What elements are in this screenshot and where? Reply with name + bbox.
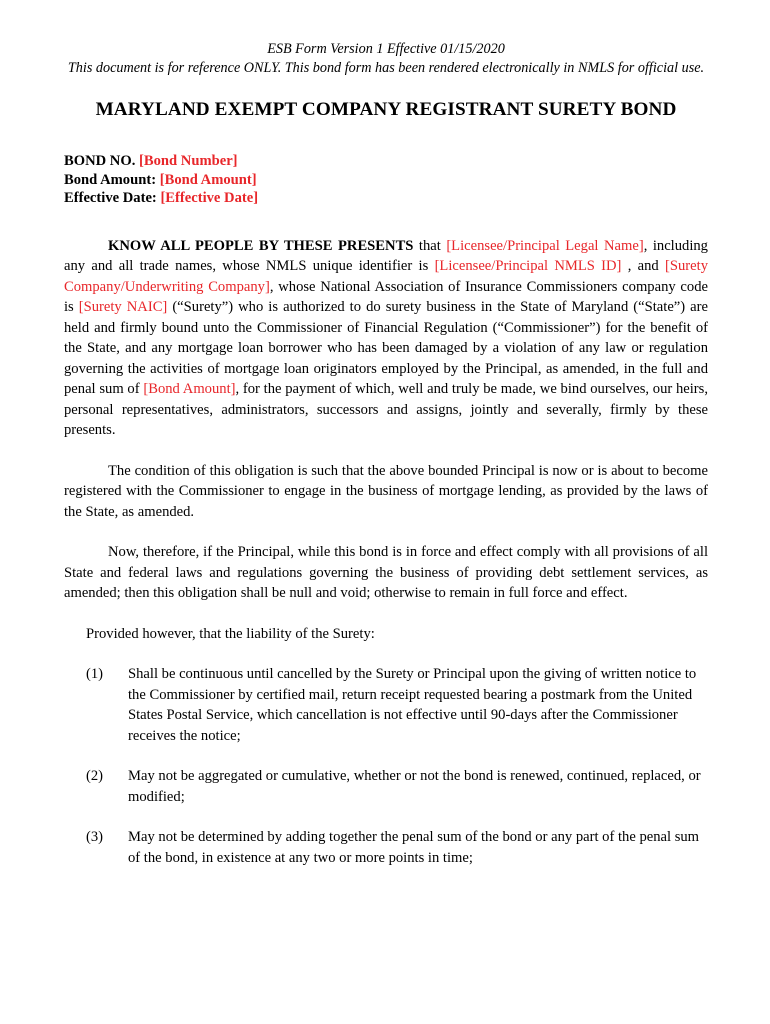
paragraph-text: (“Surety”) who is authorized to do surety business in the State of Maryland (“State”) are held and firmly bound unto the Commissioner of Financial Regulation (“Commissioner”) for the benefit of the State, and any mortgage loan borrower who has been damaged by a violation of any law or regulation governing the activities of mortgage loan originators employed by the Principal, as amended, in the full and penal sum of: [64, 299, 708, 397]
paragraph-text: , and: [621, 258, 666, 274]
now-therefore-paragraph: Now, therefore, if the Principal, while this bond is in force and effect comply with all provisions of all State and federal laws and regulations governing the business of providing debt settlement services, as amended; then this obligation shall be null and void; otherwise to remain in full force and effect.: [64, 544, 708, 601]
paragraph-text: , for the payment of which, well and truly be made, we bind ourselves, our heirs, personal representatives, administrators, successors and assigns, jointly and severally, firmly by these presents.: [64, 381, 708, 438]
bond-amount-field[interactable]: [Bond Amount]: [159, 171, 257, 188]
list-item-number: (1): [86, 666, 104, 682]
form-version-line: ESB Form Version 1 Effective 01/15/2020: [267, 41, 505, 57]
list-item-number: (3): [86, 829, 104, 845]
penal-sum-field[interactable]: [Bond Amount]: [143, 381, 236, 397]
paragraph-text: , whose National Association of Insurance Commissioners company code is: [64, 278, 708, 315]
effective-date-field[interactable]: [Effective Date]: [160, 190, 259, 206]
list-item: [64, 827, 708, 868]
paragraph-text: that: [413, 237, 447, 254]
effective-date-row: [64, 189, 708, 208]
surety-liability-list: [64, 664, 708, 868]
bond-document: [64, 40, 708, 888]
reference-notice: This document is for reference ONLY. This bond form has been rendered electronically in NMLS for official use.: [67, 60, 705, 76]
list-item: [64, 766, 708, 807]
list-item-text: May not be determined by adding together the penal sum of the bond or any part of the penal sum of the bond, in existence at any two or more points in time;: [128, 829, 700, 866]
bond-number-label: BOND NO.: [64, 153, 136, 169]
surety-company-field[interactable]: [Surety Company/Underwriting Company]: [64, 258, 708, 295]
list-item-text: Shall be continuous until cancelled by the Surety or Principal upon the giving of written notice to the Commissioner by certified mail, return receipt requested bearing a postmark from the United States Postal Service, which cancellation is not effective until 90-days after the Commissioner receives the notice;: [128, 666, 697, 744]
list-item-text: May not be aggregated or cumulative, whether or not the bond is renewed, continued, replaced, or modified;: [128, 768, 701, 805]
list-item-number: (2): [86, 768, 104, 784]
provided-however-paragraph: Provided however, that the liability of the Surety:: [86, 625, 375, 642]
know-all-people-lead: KNOW ALL PEOPLE BY THESE PRESENTS: [108, 237, 414, 254]
know-all-people-paragraph: [64, 236, 708, 441]
bond-number-field[interactable]: [Bond Number]: [139, 153, 238, 169]
bond-amount-row: [64, 171, 708, 190]
principal-name-field[interactable]: [Licensee/Principal Legal Name]: [446, 237, 644, 254]
principal-nmls-id-field[interactable]: [Licensee/Principal NMLS ID]: [434, 258, 622, 274]
paragraph-text: , including any and all trade names, whose NMLS unique identifier is: [64, 237, 708, 274]
document-title: MARYLAND EXEMPT COMPANY REGISTRANT SURETY BOND: [95, 99, 677, 120]
surety-naic-field[interactable]: [Surety NAIC]: [78, 299, 168, 315]
list-item: [64, 664, 708, 746]
bond-details: [64, 152, 708, 208]
bond-number-row: [64, 152, 708, 171]
bond-amount-label: Bond Amount:: [64, 171, 157, 188]
condition-paragraph: The condition of this obligation is such that the above bounded Principal is now or is about to become registered with the Commissioner to engage in the business of mortgage lending, as provided by the laws of the State, as amended.: [64, 462, 708, 520]
effective-date-label: Effective Date:: [64, 190, 157, 206]
